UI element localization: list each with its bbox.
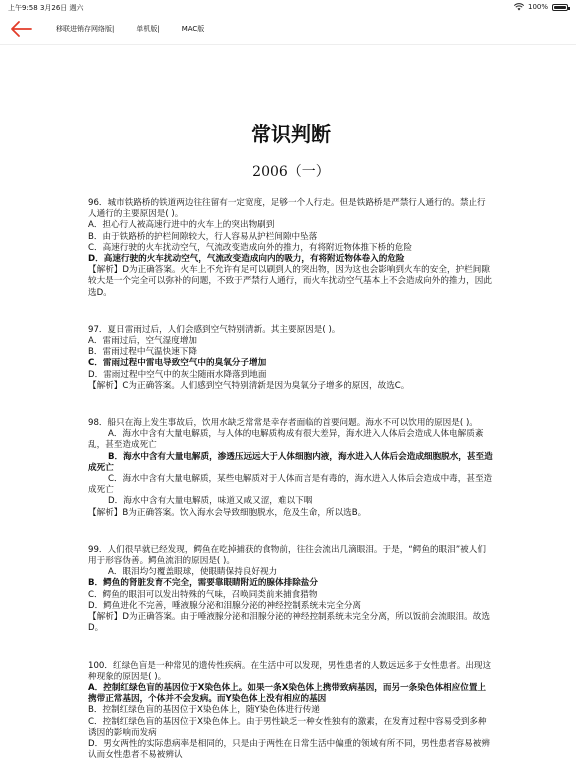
wifi-icon — [514, 3, 524, 11]
battery-icon — [552, 4, 568, 11]
option-c: C．高速行驶的火车扰动空气，气流改变造成向外的推力，有将附近物体推下桥的危险 — [88, 242, 412, 253]
tab-mac-version[interactable]: MAC版 — [181, 25, 205, 33]
page-title: 常识判断 — [251, 122, 331, 146]
option-c: C．鳄鱼的眼泪可以发出特殊的气味，召唤同类前来捕食猎物 — [88, 589, 318, 600]
status-bar — [0, 0, 576, 14]
question-98 — [88, 418, 494, 519]
option-d: D．雷雨过程中空气中的灰尘随雨水降落到地面 — [88, 369, 267, 380]
option-a: A．海水中含有大量电解质，与人体的电解质构成有很大差异，海水进入人体后会造成人体电解质紊乱，甚至造成死亡 — [88, 429, 484, 451]
question-97 — [88, 325, 494, 392]
tab-network-version[interactable]: 移联进销存网络版| — [56, 25, 115, 33]
answer-analysis: 【解析】D为正确答案。火车上不允许有足可以刷到人的突出物，因为这也会影响到火车的安全，护栏间隙较大是一个完全可以弥补的问题，不致于严禁行人通行，而火车扰动空气基本上不会造成向外的推力，因此选D。 — [88, 265, 492, 298]
status-time: 上午9:58 3月26日 週六 — [8, 4, 84, 12]
answer-analysis: 【解析】B为正确答案。饮入海水会导致细胞脱水，危及生命，所以选B。 — [88, 507, 367, 518]
version-tabs — [56, 24, 204, 34]
question-text: 98．船只在海上发生事故后，饮用水缺乏常常是幸存者面临的首要问题。海水不可以饮用的原因是( )。 — [88, 418, 478, 429]
question-100 — [88, 661, 494, 762]
section-year: 2006（一） — [252, 164, 330, 180]
option-a: A．担心行人被高速行进中的火车上的突出物刷到 — [88, 220, 275, 231]
option-d: D．男女两性的实际患病率是相同的，只是由于两性在日常生活中偏重的领域有所不同，男性患者容易被辨认而女性患者不易被辨认 — [88, 738, 490, 761]
option-d: D．高速行驶的火车扰动空气，气流改变造成向内的吸力，有将附近物体卷入的危险 — [88, 254, 405, 265]
option-b: B．由于铁路桥的护栏间隙较大，行人容易从护栏间隙中坠落 — [88, 231, 318, 242]
answer-analysis: 【解析】C为正确答案。人们感到空气特别清新是因为臭氧分子增多的原因，故选C。 — [88, 380, 410, 391]
option-b: B．雷雨过程中气温快速下降 — [88, 347, 198, 358]
question-text: 97．夏日雷雨过后，人们会感到空气特别清新。其主要原因是( )。 — [88, 324, 341, 335]
nav-bar — [0, 14, 576, 45]
option-a: A．眼泪均匀覆盖眼球，使眼睛保持良好视力 — [108, 567, 278, 578]
option-b: B．海水中含有大量电解质，渗透压远远大于人体细胞内液，海水进入人体后会造成细胞脱水，甚至造成死亡 — [88, 451, 493, 473]
document — [88, 44, 494, 761]
option-b: B．控制红绿色盲的基因位于X染色体上，随Y染色体进行传递 — [88, 705, 320, 716]
option-b: B．鳄鱼的肾脏发育不完全，需要靠眼睛附近的腺体排除盐分 — [88, 578, 318, 589]
back-arrow-icon[interactable] — [10, 20, 32, 38]
status-right — [514, 3, 568, 11]
answer-analysis: 【解析】D为正确答案。由于唾液腺分泌和泪腺分泌的神经控制系统未完全分离，所以饭前会流眼泪。故选D。 — [88, 612, 490, 634]
question-96 — [88, 198, 494, 299]
option-a: A．控制红绿色盲的基因位于X染色体上。如果一条X染色体上携带致病基因，而另一条染色体相应位置上携带正常基因，个体并不会发病。而Y染色体上没有相应的基因 — [88, 682, 487, 705]
battery-percent: 100% — [527, 3, 548, 11]
question-99 — [88, 545, 494, 635]
option-c: C．控制红绿色盲的基因位于X染色体上。由于男性缺乏一种女性独有的激素，在发育过程中容易受到多种诱因的影响而发病 — [88, 716, 487, 738]
question-text: 96．城市铁路桥的铁道两边往往留有一定宽度，足够一个人行走。但是铁路桥是严禁行人通行的。禁止行人通行的主要原因是( )。 — [88, 198, 486, 220]
option-d: D．海水中含有大量电解质，味道又咸又涩，难以下咽 — [108, 496, 313, 507]
question-text: 100．红绿色盲是一种常见的遗传性疾病。在生活中可以发现，男性患者的人数远远多于女性患者。出现这种现象的原因是( )。 — [88, 660, 492, 682]
tab-standalone-version[interactable]: 单机版| — [136, 25, 160, 33]
option-a: A．雷雨过后，空气湿度增加 — [88, 336, 198, 347]
option-c: C．海水中含有大量电解质，某些电解质对于人体而言是有毒的，海水进入人体后会造成中毒，甚至造成死亡 — [88, 474, 493, 496]
question-text: 99．人们很早就已经发现，鳄鱼在吃掉捕获的食物前，往往会流出几滴眼泪。于是，“鳄鱼的眼泪”被人们用于形容伪善。鳄鱼流泪的原因是( )。 — [88, 544, 486, 567]
option-d: D．鳄鱼进化不完善，唾液腺分泌和泪腺分泌的神经控制系统未完全分离 — [88, 600, 362, 611]
option-c: C．雷雨过程中雷电导致空气中的臭氧分子增加 — [88, 358, 267, 369]
